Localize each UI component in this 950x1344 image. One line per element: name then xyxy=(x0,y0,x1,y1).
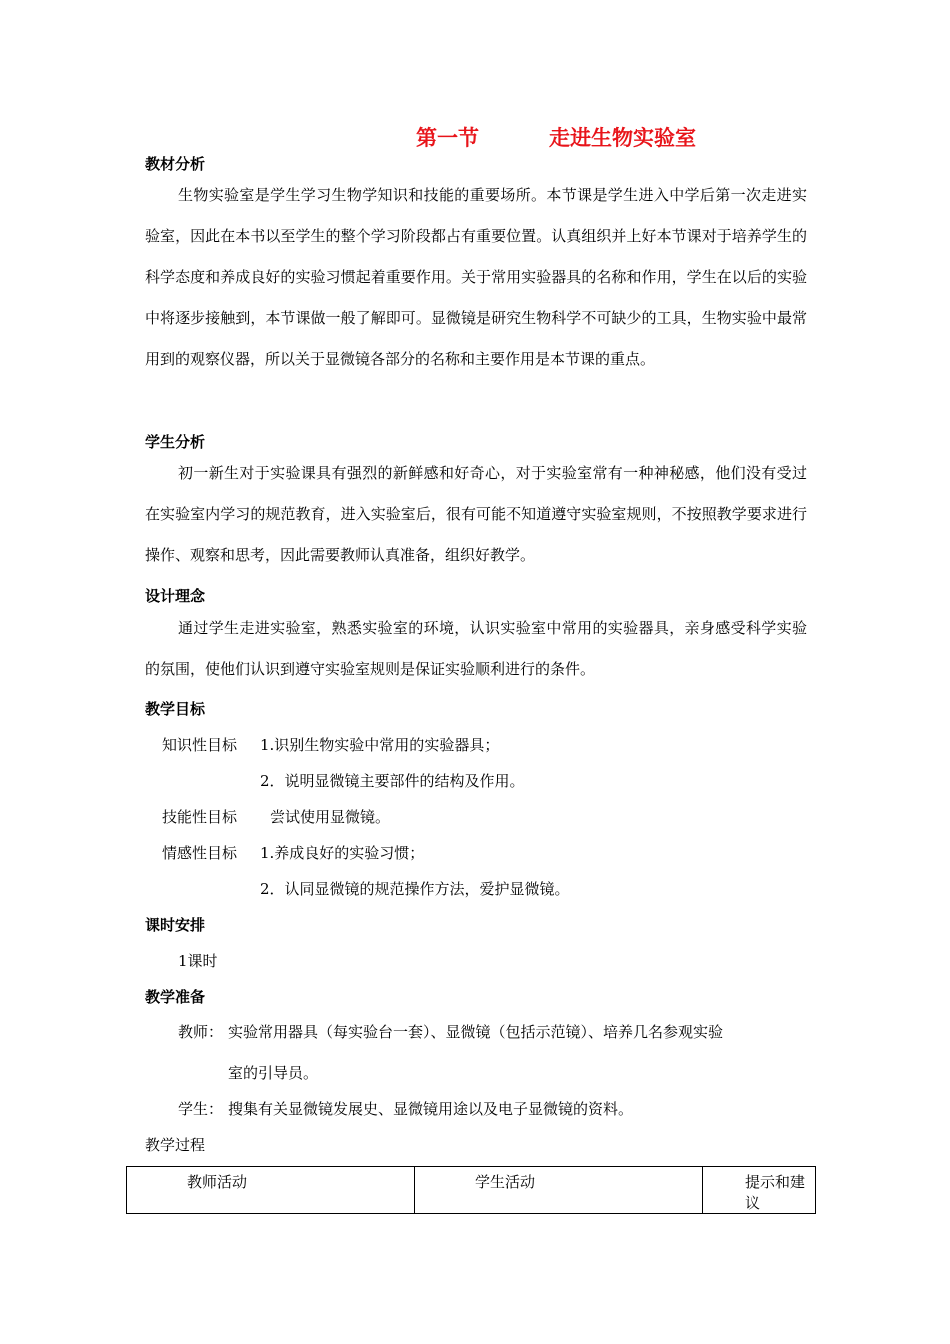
heading-student-analysis: 学生分析 xyxy=(145,433,206,451)
prep-student-line: 搜集有关显微镜发展史、显微镜用途以及电子显微镜的资料。 xyxy=(228,1100,634,1118)
heading-preparation: 教学准备 xyxy=(145,988,206,1006)
objective-emotion-label: 情感性目标 xyxy=(162,844,238,862)
heading-design-concept: 设计理念 xyxy=(145,587,206,605)
prep-teacher-line1: 实验常用器具（每实验台一套）、显微镜（包括示范镜）、培养几名参观实验 xyxy=(228,1023,724,1041)
title-section-number: 第一节 xyxy=(416,126,479,150)
heading-textbook-analysis: 教材分析 xyxy=(145,155,206,173)
table-header-teacher: 教师活动 xyxy=(127,1167,415,1214)
heading-objectives: 教学目标 xyxy=(145,700,206,718)
paragraph-design-concept: 通过学生走进实验室，熟悉实验室的环境，认识实验室中常用的实验器具，亲身感受科学实验的氛围，使他们认识到遵守实验室规则是保证实验顺利进行的条件。 xyxy=(145,619,807,678)
objective-knowledge-label: 知识性目标 xyxy=(162,736,238,754)
objective-emotion-2: 2．认同显微镜的规范操作方法，爱护显微镜。 xyxy=(260,880,570,898)
objective-knowledge-1: 1.识别生物实验中常用的实验器具； xyxy=(260,736,500,754)
table-row xyxy=(127,1167,816,1214)
heading-process: 教学过程 xyxy=(145,1136,206,1154)
page-title xyxy=(416,122,696,152)
table-header-student: 学生活动 xyxy=(415,1167,703,1214)
objective-knowledge-2: 2．说明显微镜主要部件的结构及作用。 xyxy=(260,772,525,790)
prep-student-label: 学生： xyxy=(178,1100,224,1118)
paragraph-student-analysis: 初一新生对于实验课具有强烈的新鲜感和好奇心，对于实验室常有一种神秘感，他们没有受过在实验室内学习的规范教育，进入实验室后，很有可能不知道遵守实验室规则，不按照教学要求进行操作、观察和思考，因此需要教师认真准备，组织好教学。 xyxy=(145,464,807,564)
schedule-body: 1课时 xyxy=(178,952,218,970)
prep-teacher-line2: 室的引导员。 xyxy=(228,1064,319,1082)
objective-emotion-1: 1.养成良好的实验习惯； xyxy=(260,844,425,862)
prep-teacher-label: 教师： xyxy=(178,1023,224,1041)
objective-skill-label: 技能性目标 xyxy=(162,808,238,826)
process-table xyxy=(126,1166,816,1214)
objective-skill-1: 尝试使用显微镜。 xyxy=(270,808,391,826)
title-section-name: 走进生物实验室 xyxy=(549,126,696,150)
heading-schedule: 课时安排 xyxy=(145,916,206,934)
table-header-tips: 提示和建议 xyxy=(703,1167,816,1214)
paragraph-textbook-analysis: 生物实验室是学生学习生物学知识和技能的重要场所。本节课是学生进入中学后第一次走进实验室，因此在本书以至学生的整个学习阶段都占有重要位置。认真组织并上好本节课对于培养学生的科学态度和养成良好的实验习惯起着重要作用。关于常用实验器具的名称和作用，学生在以后的实验中将逐步接触到，本节课做一般了解即可。显微镜是研究生物科学不可缺少的工具，生物实验中最常用到的观察仪器，所以关于显微镜各部分的名称和主要作用是本节课的重点。 xyxy=(145,186,807,368)
